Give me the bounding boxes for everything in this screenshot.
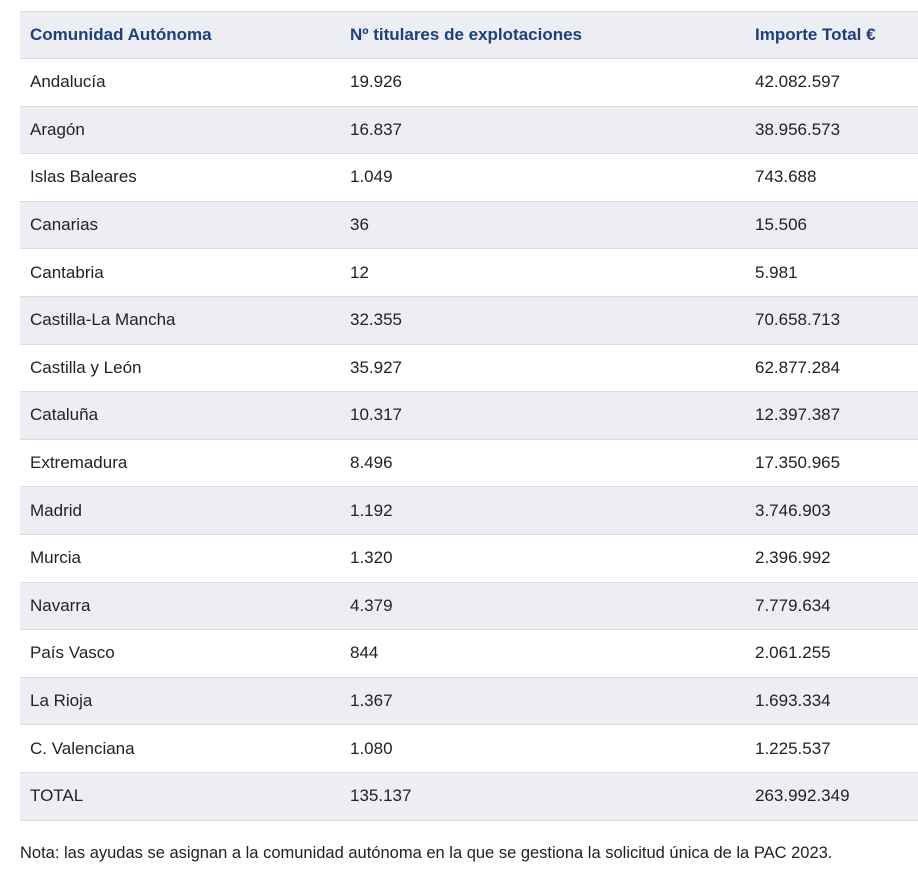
cell-importe: 62.877.284 xyxy=(745,344,918,392)
table-row xyxy=(20,154,918,202)
cell-comunidad: Castilla y León xyxy=(20,344,340,392)
cell-importe: 70.658.713 xyxy=(745,296,918,344)
cell-comunidad: País Vasco xyxy=(20,630,340,678)
cell-importe: 1.225.537 xyxy=(745,725,918,773)
cell-comunidad: Canarias xyxy=(20,201,340,249)
footnote: Nota: las ayudas se asignan a la comunidad autónoma en la que se gestiona la solicitud única de la PAC 2023. xyxy=(20,844,833,862)
cell-importe: 38.956.573 xyxy=(745,106,918,154)
cell-titulares: 36 xyxy=(340,201,745,249)
cell-importe: 1.693.334 xyxy=(745,677,918,725)
header-titulares: Nº titulares de explotaciones xyxy=(340,12,745,59)
cell-comunidad: Navarra xyxy=(20,582,340,630)
cell-importe: 15.506 xyxy=(745,201,918,249)
cell-comunidad: Islas Baleares xyxy=(20,154,340,202)
table-row xyxy=(20,725,918,773)
header-importe: Importe Total € xyxy=(745,12,918,59)
cell-comunidad: Cantabria xyxy=(20,249,340,297)
table-row xyxy=(20,439,918,487)
table-row xyxy=(20,582,918,630)
cell-titulares: 32.355 xyxy=(340,296,745,344)
cell-importe: 42.082.597 xyxy=(745,59,918,107)
table-row xyxy=(20,201,918,249)
cell-comunidad: Andalucía xyxy=(20,59,340,107)
cell-comunidad: Madrid xyxy=(20,487,340,535)
cell-titulares: 12 xyxy=(340,249,745,297)
cell-titulares: 16.837 xyxy=(340,106,745,154)
table-row xyxy=(20,677,918,725)
header-row xyxy=(20,12,918,59)
cell-comunidad: La Rioja xyxy=(20,677,340,725)
cell-titulares: 1.367 xyxy=(340,677,745,725)
cell-comunidad: Murcia xyxy=(20,534,340,582)
table-row xyxy=(20,392,918,440)
cell-importe: 7.779.634 xyxy=(745,582,918,630)
cell-titulares: 35.927 xyxy=(340,344,745,392)
cell-comunidad: Cataluña xyxy=(20,392,340,440)
table-row xyxy=(20,630,918,678)
cell-titulares: 135.137 xyxy=(340,772,745,820)
cell-importe: 3.746.903 xyxy=(745,487,918,535)
cell-comunidad: C. Valenciana xyxy=(20,725,340,773)
data-table-container xyxy=(20,11,918,821)
data-table xyxy=(20,11,918,821)
cell-titulares: 4.379 xyxy=(340,582,745,630)
cell-importe: 2.061.255 xyxy=(745,630,918,678)
table-row xyxy=(20,772,918,820)
cell-titulares: 10.317 xyxy=(340,392,745,440)
cell-titulares: 1.049 xyxy=(340,154,745,202)
table-row xyxy=(20,296,918,344)
cell-importe: 17.350.965 xyxy=(745,439,918,487)
cell-importe: 2.396.992 xyxy=(745,534,918,582)
table-row xyxy=(20,487,918,535)
cell-comunidad: Extremadura xyxy=(20,439,340,487)
cell-titulares: 1.080 xyxy=(340,725,745,773)
cell-titulares: 844 xyxy=(340,630,745,678)
table-row xyxy=(20,534,918,582)
cell-titulares: 19.926 xyxy=(340,59,745,107)
table-body xyxy=(20,59,918,821)
table-row xyxy=(20,344,918,392)
cell-comunidad: Aragón xyxy=(20,106,340,154)
cell-importe: 743.688 xyxy=(745,154,918,202)
cell-importe: 263.992.349 xyxy=(745,772,918,820)
table-row xyxy=(20,249,918,297)
cell-comunidad: TOTAL xyxy=(20,772,340,820)
cell-titulares: 8.496 xyxy=(340,439,745,487)
table-row xyxy=(20,106,918,154)
cell-importe: 12.397.387 xyxy=(745,392,918,440)
table-header xyxy=(20,12,918,59)
cell-importe: 5.981 xyxy=(745,249,918,297)
cell-comunidad: Castilla-La Mancha xyxy=(20,296,340,344)
header-comunidad: Comunidad Autónoma xyxy=(20,12,340,59)
table-row xyxy=(20,59,918,107)
cell-titulares: 1.192 xyxy=(340,487,745,535)
cell-titulares: 1.320 xyxy=(340,534,745,582)
